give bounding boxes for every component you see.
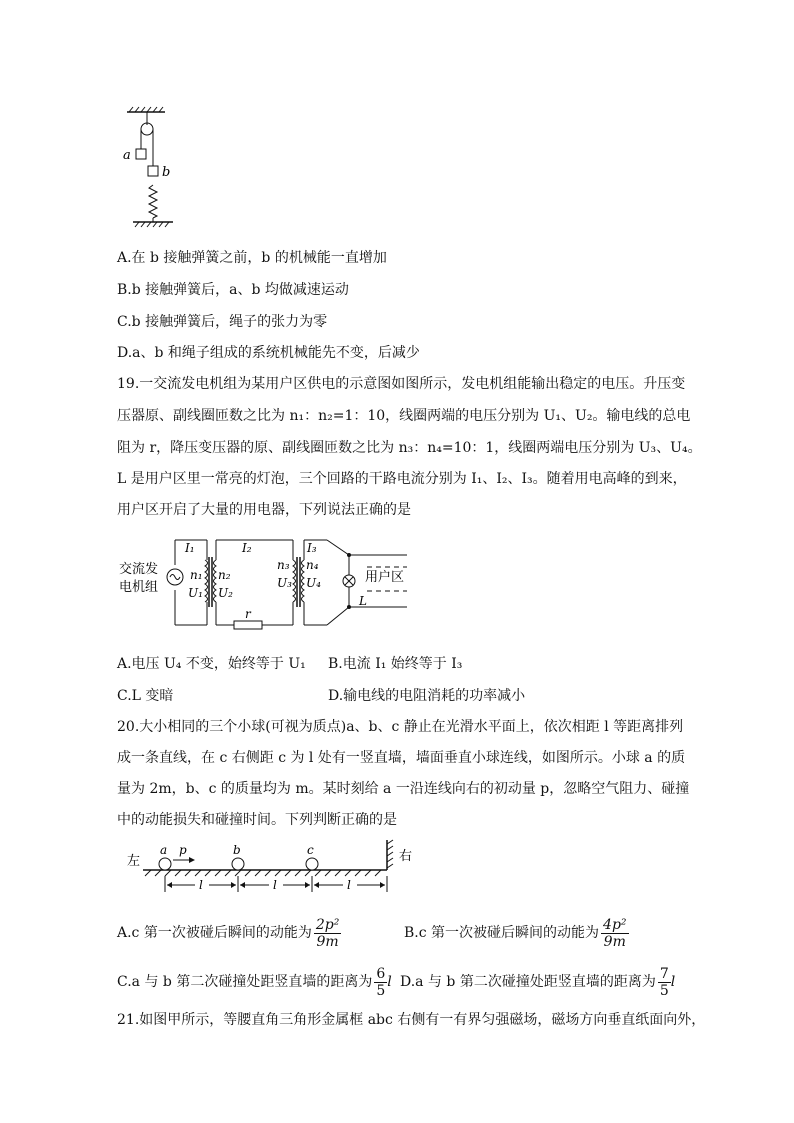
q19-line-4: L 是用户区里一常亮的灯泡，三个回路的干路电流分别为 I₁、I₂、I₃。随着用电高峰的到来， <box>117 471 687 487</box>
label-n3: n₃ <box>277 558 290 572</box>
q20-option-a <box>117 914 341 952</box>
q20-option-c: C.a 与 b 第二次碰撞处距竖直墙的距离为 $\frac{6}{5}$ l <box>117 965 392 999</box>
q19-line-2: 压器原、副线圈匝数之比为 n₁：n₂=1：10，线圈两端的电压分别为 U₁、U₂。输电线的总电 <box>117 408 691 424</box>
label-left: 左 <box>127 854 141 869</box>
label-n4: n₄ <box>306 558 319 572</box>
generator-label-2: 电机组 <box>119 580 159 595</box>
q19-line-3: 阻为 r，降压变压器的原、副线圈匝数之比为 n₃：n₄=10：1，线圈两端电压分别为 U₃、U₄。 <box>117 440 702 456</box>
q18-option-d: D.a、b 和绳子组成的系统机械能先不变，后减少 <box>117 345 420 361</box>
q19-option-a: A.电压 U₄ 不变，始终等于 U₁ <box>117 656 306 672</box>
q18-option-b: B.b 接触弹簧后，a、b 均做减速运动 <box>117 282 349 298</box>
pulley-spring-figure <box>115 105 185 240</box>
label-I3: I₃ <box>307 541 317 555</box>
label-l-2: l <box>273 878 277 892</box>
label-user-area: 用户区 <box>365 570 405 585</box>
label-U1: U₁ <box>188 586 203 600</box>
q20-option-b-text: B.c 第一次被碰后瞬间的动能为 <box>404 925 600 941</box>
label-U3: U₃ <box>277 576 292 590</box>
label-U2: U₂ <box>218 586 233 600</box>
generator-label-1: 交流发 <box>119 562 159 577</box>
label-I2: I₂ <box>242 541 252 555</box>
balls-wall-figure <box>117 838 417 896</box>
q20-line-2: 成一条直线，在 c 右侧距 c 为 l 处有一竖直墙，墙面垂直小球连线，如图所示。小球 a 的质 <box>117 750 686 766</box>
q19-option-c: C.L 变暗 <box>117 688 174 704</box>
q21-line-1: 21.如图甲所示，等腰直角三角形金属框 abc 右侧有一有界匀强磁场，磁场方向垂直纸面向外， <box>117 1012 706 1028</box>
label-U4: U₄ <box>306 576 321 590</box>
q20-option-c-text: C.a 与 b 第二次碰撞处距竖直墙的距离为 <box>117 974 373 990</box>
circuit-figure <box>117 535 427 640</box>
label-L: L <box>359 594 367 608</box>
label-I1: I₁ <box>185 541 195 555</box>
q20-option-d-text: D.a 与 b 第二次碰撞处距竖直墙的距离为 <box>400 974 656 990</box>
q19-option-d: D.输电线的电阻消耗的功率减小 <box>328 688 526 704</box>
label-l-3: l <box>347 878 351 892</box>
label-r: r <box>245 607 251 621</box>
q19-line-5: 用户区开启了大量的用电器，下列说法正确的是 <box>117 502 411 518</box>
q20-option-b-fraction: $\frac{\text{4p²}}{9m}$ <box>603 916 627 950</box>
q20-option-d: D.a 与 b 第二次碰撞处距竖直墙的距离为 $\frac{7}{5}$ l <box>400 965 676 999</box>
label-n1: n₁ <box>190 568 203 582</box>
q19-line-1: 19.一交流发电机组为某用户区供电的示意图如图所示，发电机组能输出稳定的电压。升压变 <box>117 376 686 392</box>
q20-option-a-fraction: $\frac{\text{2p²}}{9m}$ <box>315 916 340 950</box>
q20-option-d-fraction: $\frac{7}{5}$ <box>659 965 669 999</box>
label-p: p <box>179 843 187 857</box>
q19-option-b: B.电流 I₁ 始终等于 I₃ <box>328 656 463 672</box>
q18-option-c: C.b 接触弹簧后，绳子的张力为零 <box>117 314 328 330</box>
label-ball-c: c <box>307 843 314 857</box>
label-ball-a: a <box>160 843 168 857</box>
label-l-1: l <box>199 878 203 892</box>
label-n2: n₂ <box>218 568 231 582</box>
q20-option-c-fraction: $\frac{6}{5}$ <box>376 965 386 999</box>
q18-option-a: A.在 b 接触弹簧之前，b 的机械能一直增加 <box>117 250 387 266</box>
label-a: a <box>123 148 131 163</box>
q20-option-b <box>404 914 629 952</box>
q20-line-1: 20.大小相同的三个小球(可视为质点)a、b、c 静止在光滑水平面上，依次相距 l 等距离排列 <box>117 719 684 735</box>
label-right: 右 <box>399 849 413 864</box>
label-ball-b: b <box>233 843 241 857</box>
label-b: b <box>162 165 171 180</box>
q20-option-a-text: A.c 第一次被碰后瞬间的动能为 <box>117 925 312 941</box>
q20-line-3: 量为 2m，b、c 的质量均为 m。某时刻给 a 一沿连线向右的初动量 p，忽略空气阻力、碰撞 <box>117 781 690 797</box>
q20-line-4: 中的动能损失和碰撞时间。下列判断正确的是 <box>117 812 397 828</box>
